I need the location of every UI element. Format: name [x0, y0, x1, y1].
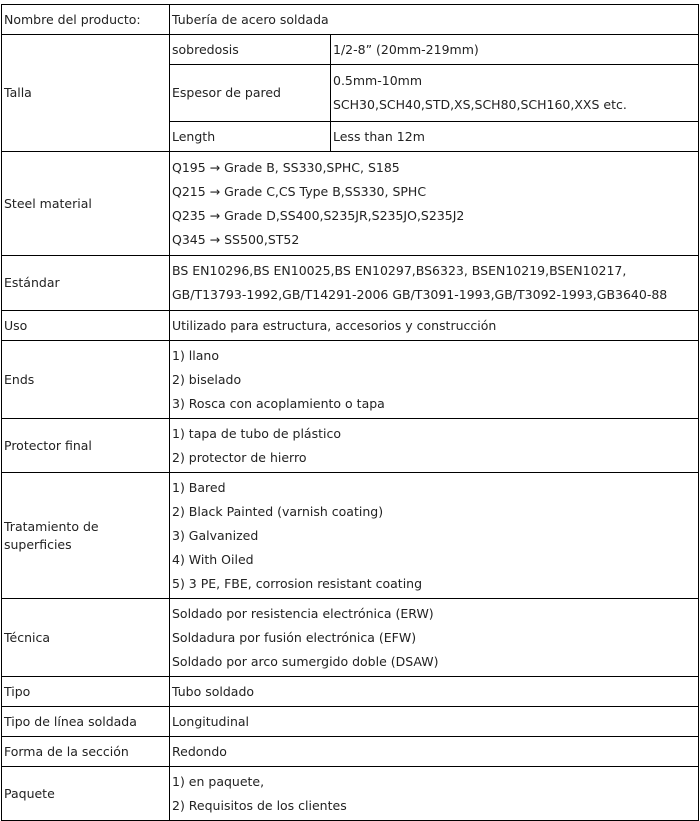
value-line: Soldadura por fusión electrónica (EFW): [172, 629, 417, 645]
row-label: Uso: [2, 311, 170, 341]
value-line: BS EN10296,BS EN10025,BS EN10297,BS6323, BSEN10219,BSEN10217,: [172, 263, 627, 278]
row-value: [331, 122, 699, 152]
row-value: [170, 341, 699, 419]
value-line: 2) Requisitos de los clientes: [172, 797, 347, 813]
row-label: Forma de la sección: [2, 737, 170, 767]
row-value: [170, 737, 699, 767]
row-section-shape: [2, 737, 699, 767]
value-line: Longitudinal: [172, 713, 250, 729]
row-label: Steel material: [2, 152, 170, 256]
value-line: 1) en paquete,: [172, 773, 265, 789]
row-label: Tratamiento de superficies: [2, 473, 170, 599]
value-line: 1) llano: [172, 347, 219, 363]
value-line: 2) biselado: [172, 371, 242, 387]
row-value: [170, 152, 699, 256]
row-size: [2, 35, 699, 65]
value-line: Q235 → Grade D,SS400,S235JR,S235JO,S235J2: [172, 207, 465, 223]
row-value: [170, 677, 699, 707]
value-line: 5) 3 PE, FBE, corrosion resistant coating: [172, 575, 423, 591]
value-line: 1) tapa de tubo de plástico: [172, 425, 341, 441]
row-label: Tipo de línea soldada: [2, 707, 170, 737]
row-value: [331, 65, 699, 122]
value-line: Soldado por resistencia electrónica (ERW): [172, 605, 434, 621]
row-label: Nombre del producto:: [2, 5, 170, 35]
value-line: Q195 → Grade B, SS330,SPHC, S185: [172, 159, 400, 175]
value-line: GB/T13793-1992,GB/T14291-2006 GB/T3091-1993,GB/T3092-1993,GB3640-88: [172, 287, 668, 302]
row-label: Tipo: [2, 677, 170, 707]
row-value: [170, 5, 699, 35]
row-product-name: [2, 5, 699, 35]
row-value: [170, 707, 699, 737]
row-surface-treatment: [2, 473, 699, 599]
row-technique: [2, 599, 699, 677]
value-line: Tubería de acero soldada: [172, 11, 329, 27]
value-line: Redondo: [172, 743, 227, 759]
row-value: [170, 256, 699, 311]
row-type: [2, 677, 699, 707]
row-value: [170, 473, 699, 599]
row-sub-label: Length: [170, 122, 331, 152]
row-end-protector: [2, 419, 699, 473]
row-label: Estándar: [2, 256, 170, 311]
row-standard: [2, 256, 699, 311]
row-label: Técnica: [2, 599, 170, 677]
row-value: [170, 419, 699, 473]
row-label: Talla: [2, 35, 170, 152]
row-label: Ends: [2, 341, 170, 419]
row-value: [170, 311, 699, 341]
value-line: 1/2-8” (20mm-219mm): [333, 41, 479, 57]
row-package: [2, 767, 699, 821]
row-sub-label: Espesor de pared: [170, 65, 331, 122]
row-label: Protector final: [2, 419, 170, 473]
value-line: 2) Black Painted (varnish coating): [172, 503, 384, 519]
value-line: 4) With Oiled: [172, 551, 254, 567]
row-weld-line-type: [2, 707, 699, 737]
row-value: [170, 599, 699, 677]
row-ends: [2, 341, 699, 419]
value-line: 3) Rosca con acoplamiento o tapa: [172, 395, 385, 411]
value-line: 3) Galvanized: [172, 527, 259, 543]
row-sub-label: sobredosis: [170, 35, 331, 65]
product-spec-table: [1, 4, 699, 821]
row-value: [331, 35, 699, 65]
value-line: 0.5mm-10mm: [333, 73, 423, 88]
value-line: Less than 12m: [333, 128, 425, 144]
value-line: Utilizado para estructura, accesorios y construcción: [172, 317, 497, 333]
value-line: Q215 → Grade C,CS Type B,SS330, SPHC: [172, 183, 427, 199]
row-use: [2, 311, 699, 341]
row-steel-material: [2, 152, 699, 256]
value-line: Q345 → SS500,ST52: [172, 231, 300, 247]
value-line: SCH30,SCH40,STD,XS,SCH80,SCH160,XXS etc.: [333, 97, 627, 112]
row-label: Paquete: [2, 767, 170, 821]
value-line: 2) protector de hierro: [172, 449, 307, 465]
row-value: [170, 767, 699, 821]
value-line: Soldado por arco sumergido doble (DSAW): [172, 653, 439, 669]
value-line: Tubo soldado: [172, 683, 255, 699]
value-line: 1) Bared: [172, 479, 226, 495]
